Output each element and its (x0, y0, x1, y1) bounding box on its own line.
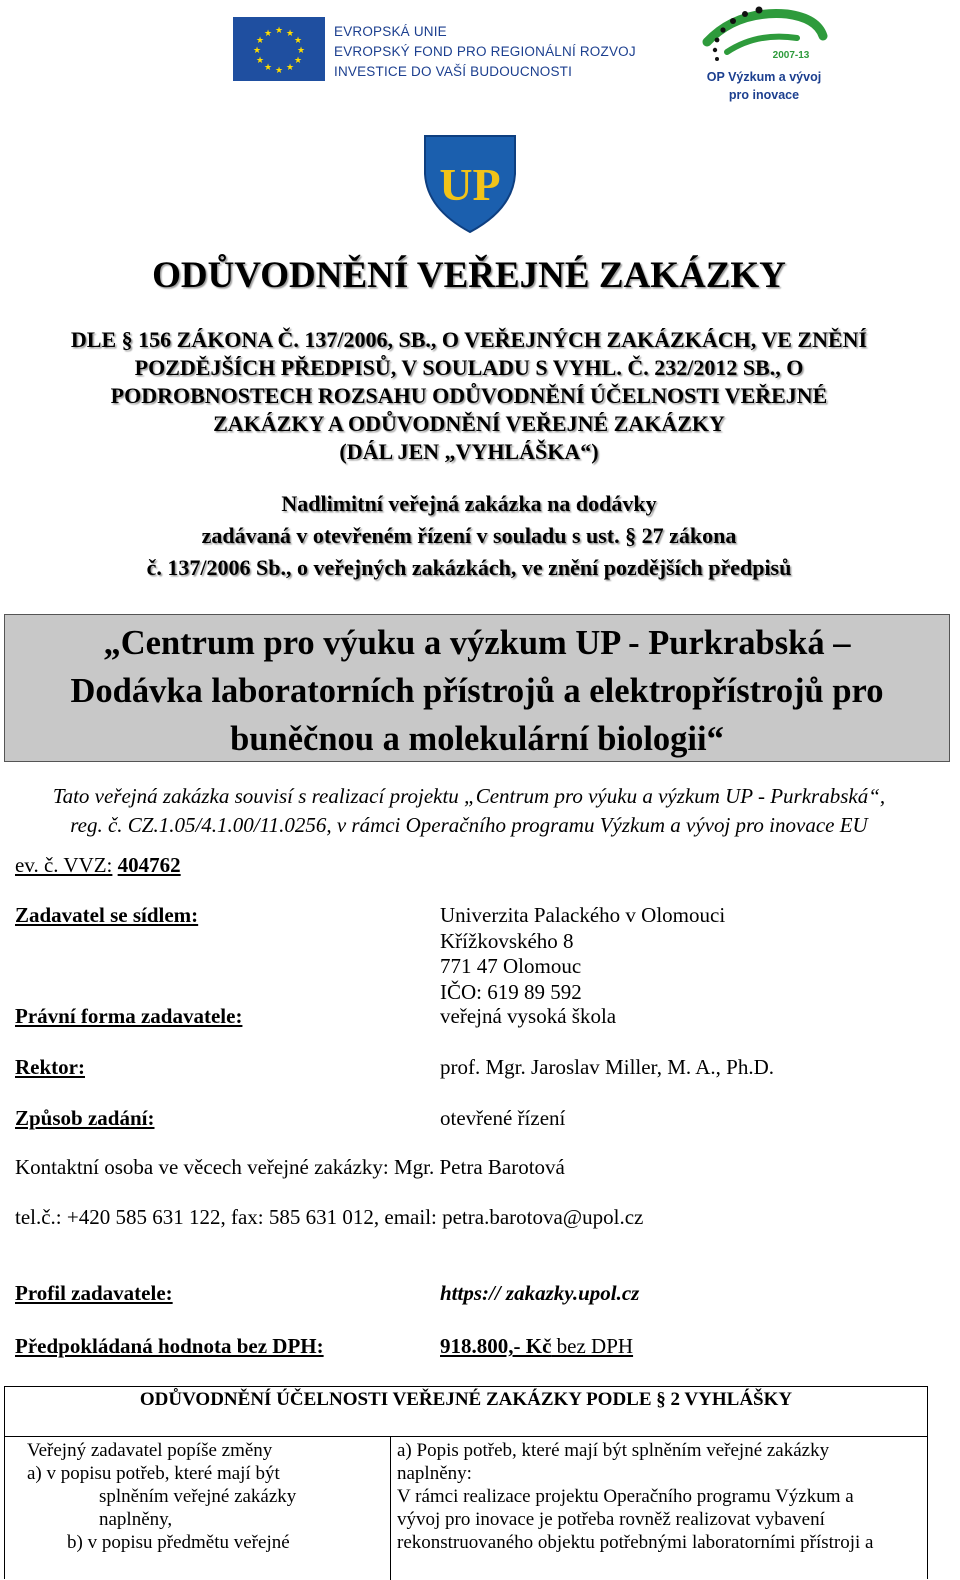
op-logo-swoosh-icon (697, 2, 832, 68)
vvz-label: ev. č. VVZ: (15, 853, 113, 877)
palacky-university-crest-icon (423, 134, 517, 234)
seat-line: 771 47 Olomouc (440, 954, 582, 978)
project-note-line: reg. č. CZ.1.05/4.1.00/11.0256, v rámci Operačního programu Výzkum a vývoj pro inovace EU (70, 813, 868, 837)
svg-text:★: ★ (285, 29, 295, 39)
eu-logo-line: EVROPSKÁ UNIE (334, 24, 447, 39)
justification-left-column (5, 1437, 391, 1580)
legal-form-label: Právní forma zadavatele: (15, 1004, 243, 1028)
svg-text:★: ★ (285, 63, 295, 73)
contract-title-line: „Centrum pro výuku a výzkum UP - Purkrabská – (103, 624, 851, 662)
procedure-line: zadávaná v otevřeném řízení v souladu s ust. § 27 zákona (201, 523, 737, 548)
eu-flag-icon (233, 17, 325, 81)
eu-erdf-logo (233, 17, 636, 83)
left-cell-line: naplněny, (99, 1509, 173, 1530)
award-method-value: otevřené řízení (440, 1106, 566, 1130)
justification-table (4, 1386, 928, 1579)
op-logo-line: OP Výzkum a vývoj (706, 70, 822, 84)
op-vavpi-logo (697, 2, 832, 106)
crest-letters: UP (439, 159, 501, 210)
seat-line: Univerzita Palackého v Olomouci (440, 903, 726, 927)
eu-logo-line: EVROPSKÝ FOND PRO REGIONÁLNÍ ROZVOJ (334, 44, 636, 59)
legal-basis-line: DLE § 156 ZÁKONA Č. 137/2006, SB., O VEŘEJNÝCH ZAKÁZKÁCH, VE ZNĚNÍ (70, 327, 868, 352)
left-cell-line: Veřejný zadavatel popíše změny (27, 1440, 273, 1461)
legal-basis-heading (0, 326, 938, 466)
legal-basis-line: PODROBNOSTECH ROZSAHU ODŮVODNĚNÍ ÚČELNOSTI VEŘEJNÉ (110, 383, 828, 408)
left-cell-line: splněním veřejné zakázky (99, 1486, 297, 1507)
right-cell-line: rekonstruovaného objektu potřebnými laboratorními přístroji a (397, 1532, 874, 1553)
svg-text:★: ★ (263, 63, 273, 73)
seat-line: Křížkovského 8 (440, 928, 574, 953)
svg-text:★: ★ (274, 26, 284, 36)
eu-logo-text (334, 22, 636, 82)
estimated-value-suffix: bez DPH (551, 1334, 634, 1358)
legal-basis-line: (DÁL JEN „VYHLÁŠKA“) (339, 439, 599, 464)
contact-details: tel.č.: +420 585 631 122, fax: 585 631 012, email: petra.barotova@upol.cz (15, 1205, 644, 1229)
svg-text:★: ★ (296, 46, 306, 56)
profile-label: Profil zadavatele: (15, 1281, 173, 1305)
contract-title-line: buněčnou a molekulární biologii“ (230, 720, 724, 758)
vvz-number: 404762 (117, 853, 181, 877)
svg-text:★: ★ (255, 56, 265, 66)
award-method-label: Způsob zadání: (15, 1106, 155, 1130)
legal-form-value: veřejná vysoká škola (440, 1004, 617, 1028)
justification-table-heading: ODŮVODNĚNÍ ÚČELNOSTI VEŘEJNÉ ZAKÁZKY PODLE § 2 VYHLÁŠKY (5, 1387, 927, 1437)
svg-text:★: ★ (293, 36, 303, 46)
legal-basis-line: ZAKÁZKY A ODŮVODNĚNÍ VEŘEJNÉ ZAKÁZKY (213, 411, 725, 436)
contract-title-line: Dodávka laboratorních přístrojů a elektropřístrojů pro (70, 672, 884, 710)
svg-text:★: ★ (252, 46, 262, 56)
procedure-line: Nadlimitní veřejná zakázka na dodávky (281, 491, 657, 516)
op-logo-line: pro inovace (728, 88, 800, 102)
justification-right-column (391, 1437, 927, 1580)
svg-text:★: ★ (255, 36, 265, 46)
procedure-line: č. 137/2006 Sb., o veřejných zakázkách, ve znění pozdějších předpisů (146, 555, 792, 580)
right-cell-line: V rámci realizace projektu Operačního programu Výzkum a (397, 1486, 854, 1507)
project-note-line: Tato veřejná zakázka souvisí s realizací projektu „Centrum pro výuku a výzkum UP - Purkrabská“, (52, 784, 886, 808)
svg-text:★: ★ (293, 56, 303, 66)
seat-address (440, 903, 725, 1005)
op-logo-years: 2007-13 (772, 50, 810, 61)
project-note (0, 782, 938, 840)
rector-value: prof. Mgr. Jaroslav Miller, M. A., Ph.D. (440, 1055, 774, 1079)
legal-basis-line: POZDĚJŠÍCH PŘEDPISŮ, V SOULADU S VYHL. Č. 232/2012 SB., O (134, 355, 804, 380)
estimated-value (440, 1334, 633, 1359)
contact-person: Kontaktní osoba ve věcech veřejné zakázky: Mgr. Petra Barotová (15, 1155, 565, 1179)
svg-text:★: ★ (274, 66, 284, 76)
svg-text:★: ★ (263, 29, 273, 39)
right-cell-line: vývoj pro inovace je potřeba rovněž realizovat vybavení (397, 1509, 825, 1530)
profile-url: https:// zakazky.upol.cz (440, 1281, 640, 1305)
right-cell-line: naplněny: (397, 1463, 472, 1484)
vvz-registration (15, 853, 181, 878)
right-cell-line: a) Popis potřeb, které mají být splněním veřejné zakázky (397, 1440, 830, 1461)
procedure-description (0, 488, 938, 584)
eu-logo-line: INVESTICE DO VAŠÍ BUDOUCNOSTI (334, 64, 573, 79)
rector-label: Rektor: (15, 1055, 85, 1079)
document-title: ODŮVODNĚNÍ VEŘEJNÉ ZAKÁZKY (152, 255, 786, 296)
seat-label: Zadavatel se sídlem: (15, 903, 199, 927)
left-cell-line: b) v popisu předmětu veřejné (67, 1532, 290, 1553)
seat-line: IČO: 619 89 592 (440, 979, 582, 1004)
op-logo-text (699, 68, 829, 104)
left-cell-line: a) v popisu potřeb, které mají být (27, 1463, 280, 1484)
contract-title-box (4, 614, 950, 762)
estimated-value-label: Předpokládaná hodnota bez DPH: (15, 1334, 324, 1358)
estimated-value-amount: 918.800,- Kč (440, 1334, 552, 1358)
